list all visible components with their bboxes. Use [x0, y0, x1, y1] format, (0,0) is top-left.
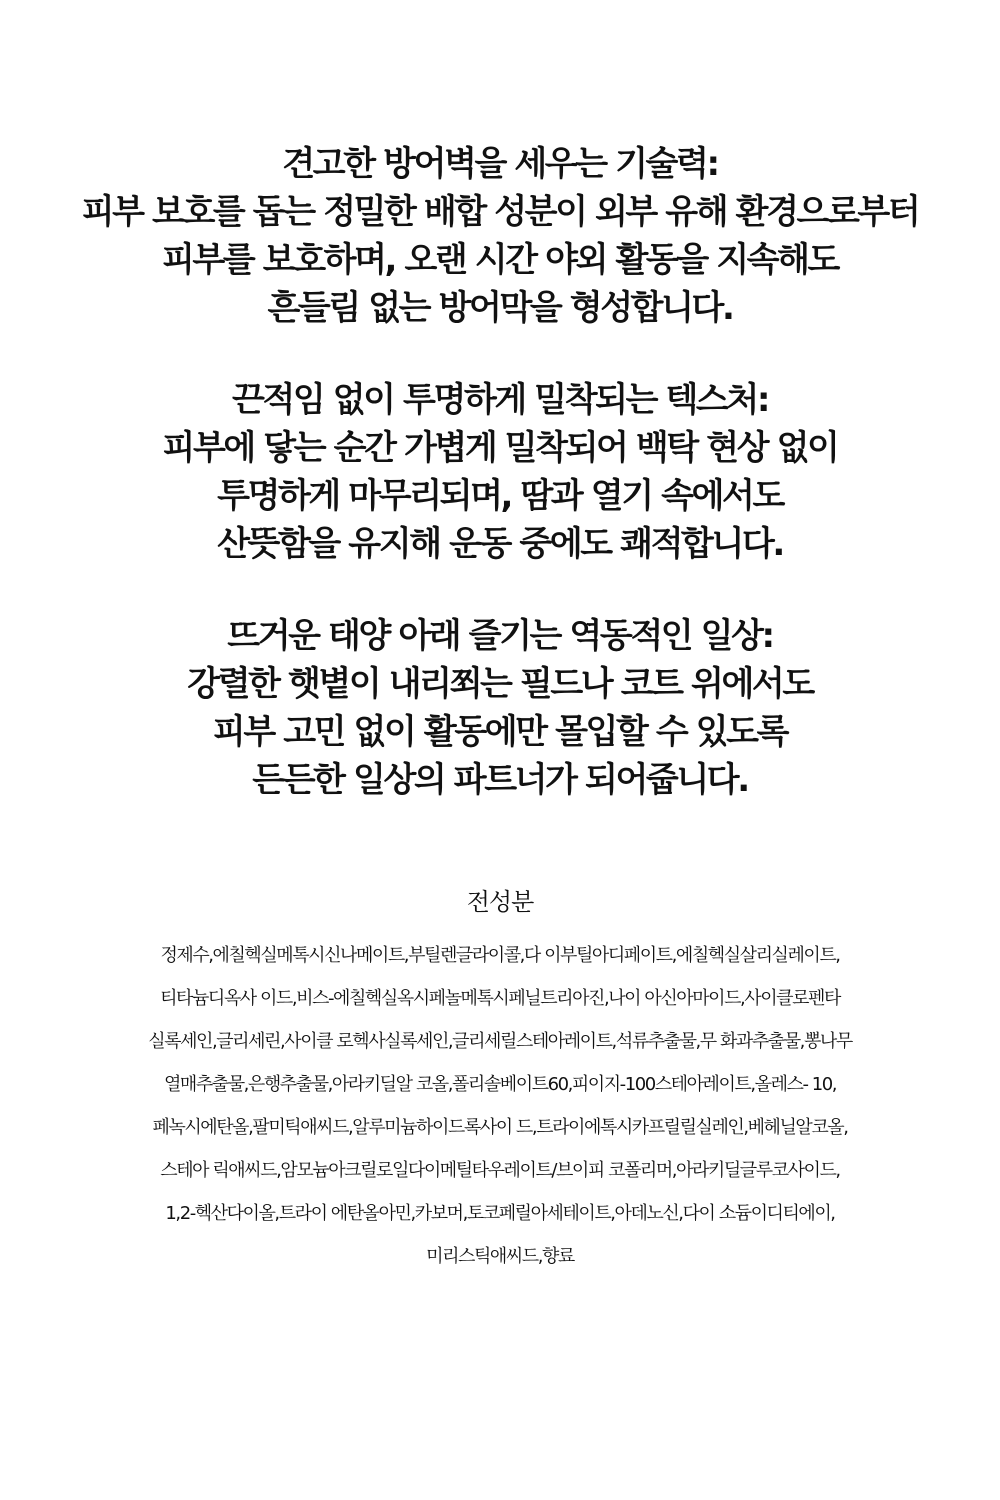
feature-text: 산뜻함을 유지해 운동 중에도 쾌적합니다. [217, 524, 783, 564]
feature-text: 투명하게 마무리되며, 땀과 열기 속에서도 [217, 476, 783, 516]
ingredients-title: 전성분 [466, 888, 534, 916]
ingredients-line: 티타늄디옥사 이드,비스-에칠헥실옥시페놀메톡시페닐트리아진,나이 아신아마이드,사이클로펜타 [160, 988, 840, 1009]
feature-text: 피부 고민 없이 활동에만 몰입할 수 있도록 [212, 712, 788, 752]
feature-heading: 뜨거운 태양 아래 즐기는 역동적인 일상: [227, 616, 773, 656]
feature-heading: 끈적임 없이 투명하게 밀착되는 텍스처: [231, 380, 769, 420]
feature-descriptions [0, 140, 1000, 848]
feature-block-daily-life [0, 612, 1000, 804]
ingredients-section [0, 884, 1000, 1278]
feature-text: 피부에 닿는 순간 가볍게 밀착되어 백탁 현상 없이 [162, 428, 838, 468]
feature-text: 강렬한 햇볕이 내리쬐는 필드나 코트 위에서도 [187, 664, 813, 704]
ingredients-line: 정제수,에칠헥실메톡시신나메이트,부틸렌글라이콜,다 이부틸아디페이트,에칠헥실살리실레이트, [160, 945, 840, 966]
ingredients-line: 1,2-헥산다이올,트라이 에탄올아민,카보머,토코페릴아세테이트,아데노신,다이 소듐이디티에이, [165, 1203, 835, 1224]
ingredients-line: 미리스틱애씨드,향료 [426, 1246, 574, 1267]
feature-text: 든든한 일상의 파트너가 되어줍니다. [252, 760, 748, 800]
feature-heading: 견고한 방어벽을 세우는 기술력: [282, 144, 718, 184]
feature-block-barrier [0, 140, 1000, 332]
feature-block-texture [0, 376, 1000, 568]
ingredients-line: 실록세인,글리세린,사이클 로헥사실록세인,글리세릴스테아레이트,석류추출물,무 화과추출물,뽕나무 [148, 1031, 852, 1052]
feature-text: 피부를 보호하며, 오랜 시간 야외 활동을 지속해도 [161, 240, 839, 280]
ingredients-line: 스테아 릭애씨드,암모늄아크릴로일다이메틸타우레이트/브이피 코폴리머,아라키딜글루코사이드, [160, 1160, 840, 1181]
ingredients-line: 열매추출물,은행추출물,아라키딜알 코올,폴리솔베이트60,피이지-100스테아레이트,올레스- 10, [163, 1074, 837, 1095]
feature-text: 피부 보호를 돕는 정밀한 배합 성분이 외부 유해 환경으로부터 [81, 192, 919, 232]
feature-text: 흔들림 없는 방어막을 형성합니다. [267, 288, 733, 328]
ingredients-line: 페녹시에탄올,팔미틱애씨드,알루미늄하이드록사이 드,트라이에톡시카프릴릴실레인,베헤닐알코올, [152, 1117, 848, 1138]
